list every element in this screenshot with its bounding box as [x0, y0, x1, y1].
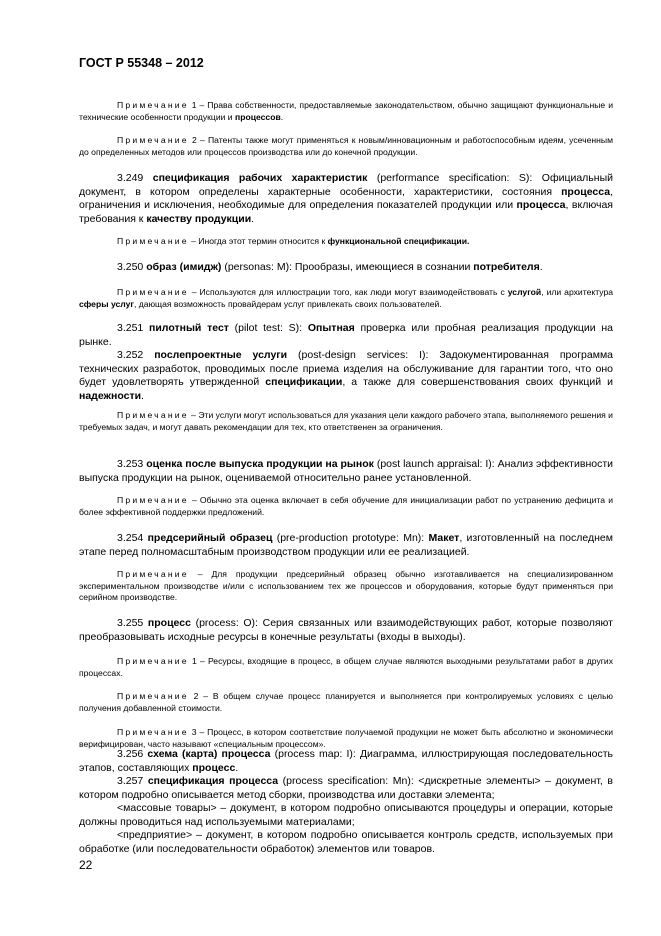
text-run: , включая требования к — [79, 199, 613, 225]
note-block — [79, 691, 613, 714]
term-entry — [79, 458, 613, 485]
note-label: Примечание — [117, 410, 189, 420]
text-run: (pilot test: S): — [228, 322, 308, 334]
text-run: 1 – Права собственности, предоставляемые законодательством, обычно защищают функциональные и технические особенности продукции и — [79, 100, 613, 122]
bold-text: процесса — [516, 199, 566, 212]
term-number: 3.255 — [117, 617, 148, 629]
note-block — [79, 569, 613, 604]
term-entry — [79, 617, 613, 644]
text-run: , а также для совершенствования своих функций и — [342, 376, 613, 389]
note-block — [79, 236, 613, 248]
term-entry — [79, 172, 613, 226]
bold-text: функциональной спецификации. — [327, 236, 470, 246]
bold-text: потребителя — [473, 261, 540, 273]
term-name: спецификация рабочих характеристик — [152, 172, 368, 184]
text-run: . — [280, 111, 284, 122]
text-run: (process specification: Mn): <дискретные элементы> – документ, в котором подробно описывается метод сборки, производства или доставки элемента; — [79, 775, 613, 801]
text-run: . — [251, 212, 255, 225]
text-run: – Для продукции предсерийный образец обычно изготавливается на специализированном экспериментальном производстве и/или с использованием тех же процессов и оборудования, которые будут применяться при серийном производстве. — [79, 569, 613, 602]
text-run: , изготовленный на последнем этапе перед полномасштабным производством продукции или ее реализацией. — [79, 532, 613, 558]
note-label: Примечание — [117, 569, 189, 579]
text-run: (process: O): Серия связанных или взаимодействующих работ, которые позволяют преобразовывать исходные ресурсы в конечные результаты (входы в выходы). — [79, 617, 613, 643]
page-number: 22 — [79, 858, 93, 872]
term-name: схема (карта) процесса — [147, 748, 271, 760]
text-run: . — [539, 261, 543, 273]
text-run: (performance specification: S): Официальный документ, в котором определены характерные особенности, характеристики, состояния — [79, 172, 613, 198]
text-run: , дающая возможность провайдерам услуг привлекать своих пользователей. — [134, 298, 442, 309]
bold-text: процесса — [561, 185, 611, 198]
bold-text: процессов — [235, 111, 281, 122]
term-entry — [79, 349, 613, 403]
text-run: . — [141, 389, 144, 402]
bold-text: услугой — [507, 287, 542, 297]
bold-text: спецификации — [265, 376, 343, 389]
bold-text: надежности — [79, 389, 142, 402]
note-label: Примечание — [117, 495, 189, 505]
term-name: послепроектные услуги — [154, 349, 288, 361]
bold-text: Макет — [428, 532, 460, 544]
text-run: – Эти услуги могут использоваться для указания цели каждого рабочего этапа, выполняемого решения и требуемых задач, и могут давать рекомендации для тех, кто ответственен за ограничения. — [79, 410, 613, 432]
term-name: образ (имидж) — [146, 261, 222, 273]
term-number: 3.251 — [117, 322, 149, 334]
term-entry — [79, 322, 613, 349]
term-number: 3.252 — [117, 349, 155, 361]
text-run: 3 – Процесс, в котором соответствие получаемой продукции не может быть абсолютно и экономически верифицирован, часто называют «специальным процессом». — [79, 727, 613, 749]
text-run: . — [235, 761, 239, 774]
text-run: – Иногда этот термин относится к — [188, 236, 328, 246]
term-number: 3.253 — [117, 458, 147, 470]
text-run: 1 – Ресурсы, входящие в процесс, в общем случае являются выходными результатами работ в других процессах. — [79, 656, 613, 678]
note-block — [79, 135, 613, 158]
paragraph — [79, 802, 613, 829]
text-run: (pre-production prototype: Mn): — [272, 532, 429, 544]
text-run: 2 – Патенты также могут применяться к новым/инновационным и работоспособным идеям, усеченным до определенных методов или процессов производства или до конечной продукции. — [79, 135, 613, 157]
term-number: 3.250 — [117, 261, 147, 273]
term-name: спецификация процесса — [147, 775, 279, 787]
note-block — [79, 727, 613, 750]
text-run: 2 – В общем случае процесс планируется и выполняется при контролируемых условиях с целью получения добавленной стоимости. — [79, 691, 613, 713]
text-run: (post launch appraisal: I): Анализ эффективности выпуска продукции на рынок, оцениваемой относительно ранее установленной. — [79, 458, 614, 484]
bold-text: процесс — [192, 761, 236, 774]
text-run: <предприятие> – документ, в котором подробно описывается контроль средств, используемых при обработке (или последовательности обработок) элементов или товаров. — [79, 829, 613, 855]
note-block — [79, 410, 613, 433]
document-header: ГОСТ Р 55348 – 2012 — [79, 56, 204, 70]
note-label: Примечание — [117, 287, 189, 297]
term-entry — [79, 261, 613, 275]
note-label: Примечание — [117, 656, 189, 666]
paragraph — [79, 829, 613, 856]
term-number: 3.256 — [117, 748, 148, 760]
text-run: (process map: I): Диаграмма, иллюстрирующая последовательность этапов, составляющих — [79, 748, 613, 774]
note-label: Примечание — [117, 727, 189, 737]
note-label: Примечание — [117, 691, 189, 701]
text-run: , ограничения и исключения, необходимые для определения показателей продукции или — [79, 185, 613, 212]
bold-text: сферы услуг — [79, 298, 134, 309]
term-entry — [79, 532, 613, 559]
term-name: оценка после выпуска продукции на рынок — [146, 458, 374, 470]
text-run: – Используются для иллюстрации того, как люди могут взаимодействовать с — [188, 287, 508, 297]
text-run: , или архитектура — [541, 287, 614, 297]
note-label: Примечание — [117, 135, 189, 145]
text-run: <массовые товары> – документ, в котором подробно описываются процедуры и операции, которые должны проводиться над используемыми материалами; — [79, 802, 613, 828]
term-name: пилотный тест — [149, 322, 229, 334]
term-number: 3.254 — [117, 532, 148, 544]
bold-text: качеству продукции — [146, 212, 252, 225]
note-block — [79, 100, 613, 123]
note-label: Примечание — [117, 236, 189, 246]
text-run: – Обычно эта оценка включает в себя обучение для инициализации работ по устранению дефицита и более эффективной поддержки предложений. — [79, 495, 613, 517]
note-block — [79, 287, 613, 310]
term-name: процесс — [147, 617, 191, 629]
note-block — [79, 656, 613, 679]
term-entry — [79, 775, 613, 802]
term-entry — [79, 748, 613, 775]
note-block — [79, 495, 613, 518]
bold-text: Опытная — [307, 322, 355, 334]
term-number: 3.249 — [117, 172, 153, 184]
term-number: 3.257 — [117, 775, 148, 787]
text-run: (personas: M): Прообразы, имеющиеся в сознании — [221, 261, 474, 273]
term-name: предсерийный образец — [147, 532, 273, 544]
text-run: проверка или пробная реализация продукции на рынке. — [79, 322, 614, 348]
text-run: (post-design services: I): Задокументированная программа технических разработок, проводимых после приема изделия на обслуживание для гарантии того, что оно будет удовлетворять утвержденной — [79, 349, 614, 389]
note-label: Примечание — [117, 100, 189, 110]
